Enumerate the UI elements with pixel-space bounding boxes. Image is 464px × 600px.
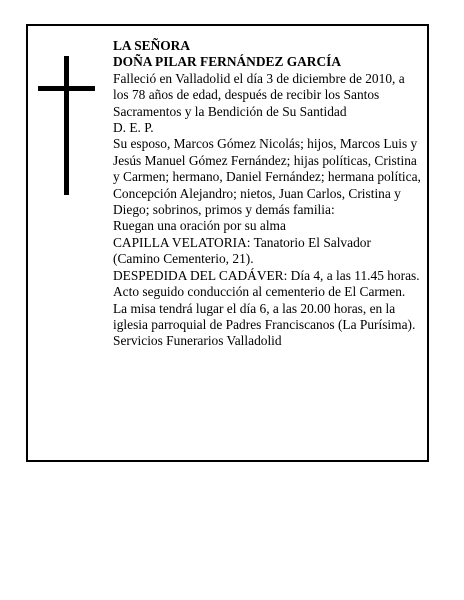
rip-line: D. E. P. <box>113 120 154 136</box>
death-details: Falleció en Valladolid el día 3 de diciembre de 2010, a los 78 años de edad, después de recibir los Santos Sacramentos y la Bendición de Su Santidad <box>113 70 405 119</box>
funeral-services-name: Servicios Funerarios Valladolid <box>113 333 282 349</box>
cross-horizontal-bar <box>38 86 95 91</box>
obituary-text <box>113 38 421 350</box>
farewell-info: DESPEDIDA DEL CADÁVER: Día 4, a las 11.45 horas. Acto seguido conducción al cementerio de El Carmen. <box>113 267 420 300</box>
mass-info: La misa tendrá lugar el día 6, a las 20.00 horas, en la iglesia parroquial de Padres Franciscanos (La Purísima). <box>113 300 416 332</box>
notice-heading-title: LA SEÑORA <box>113 38 191 53</box>
prayer-request: Ruegan una oración por su alma <box>113 218 286 234</box>
deceased-name: DOÑA PILAR FERNÁNDEZ GARCÍA <box>113 54 342 70</box>
family-list: Su esposo, Marcos Gómez Nicolás; hijos, Marcos Luis y Jesús Manuel Gómez Fernández; hijas políticas, Cristina y Carmen; hermano, Daniel Fernández; hermana política, Concepción Alejandro; nietos, Juan Carlos, Cristina y Diego; sobrinos, primos y demás familia: <box>113 136 421 218</box>
wake-chapel-info: CAPILLA VELATORIA: Tanatorio El Salvador (Camino Cementerio, 21). <box>113 234 371 267</box>
cross-vertical-bar <box>64 56 69 195</box>
